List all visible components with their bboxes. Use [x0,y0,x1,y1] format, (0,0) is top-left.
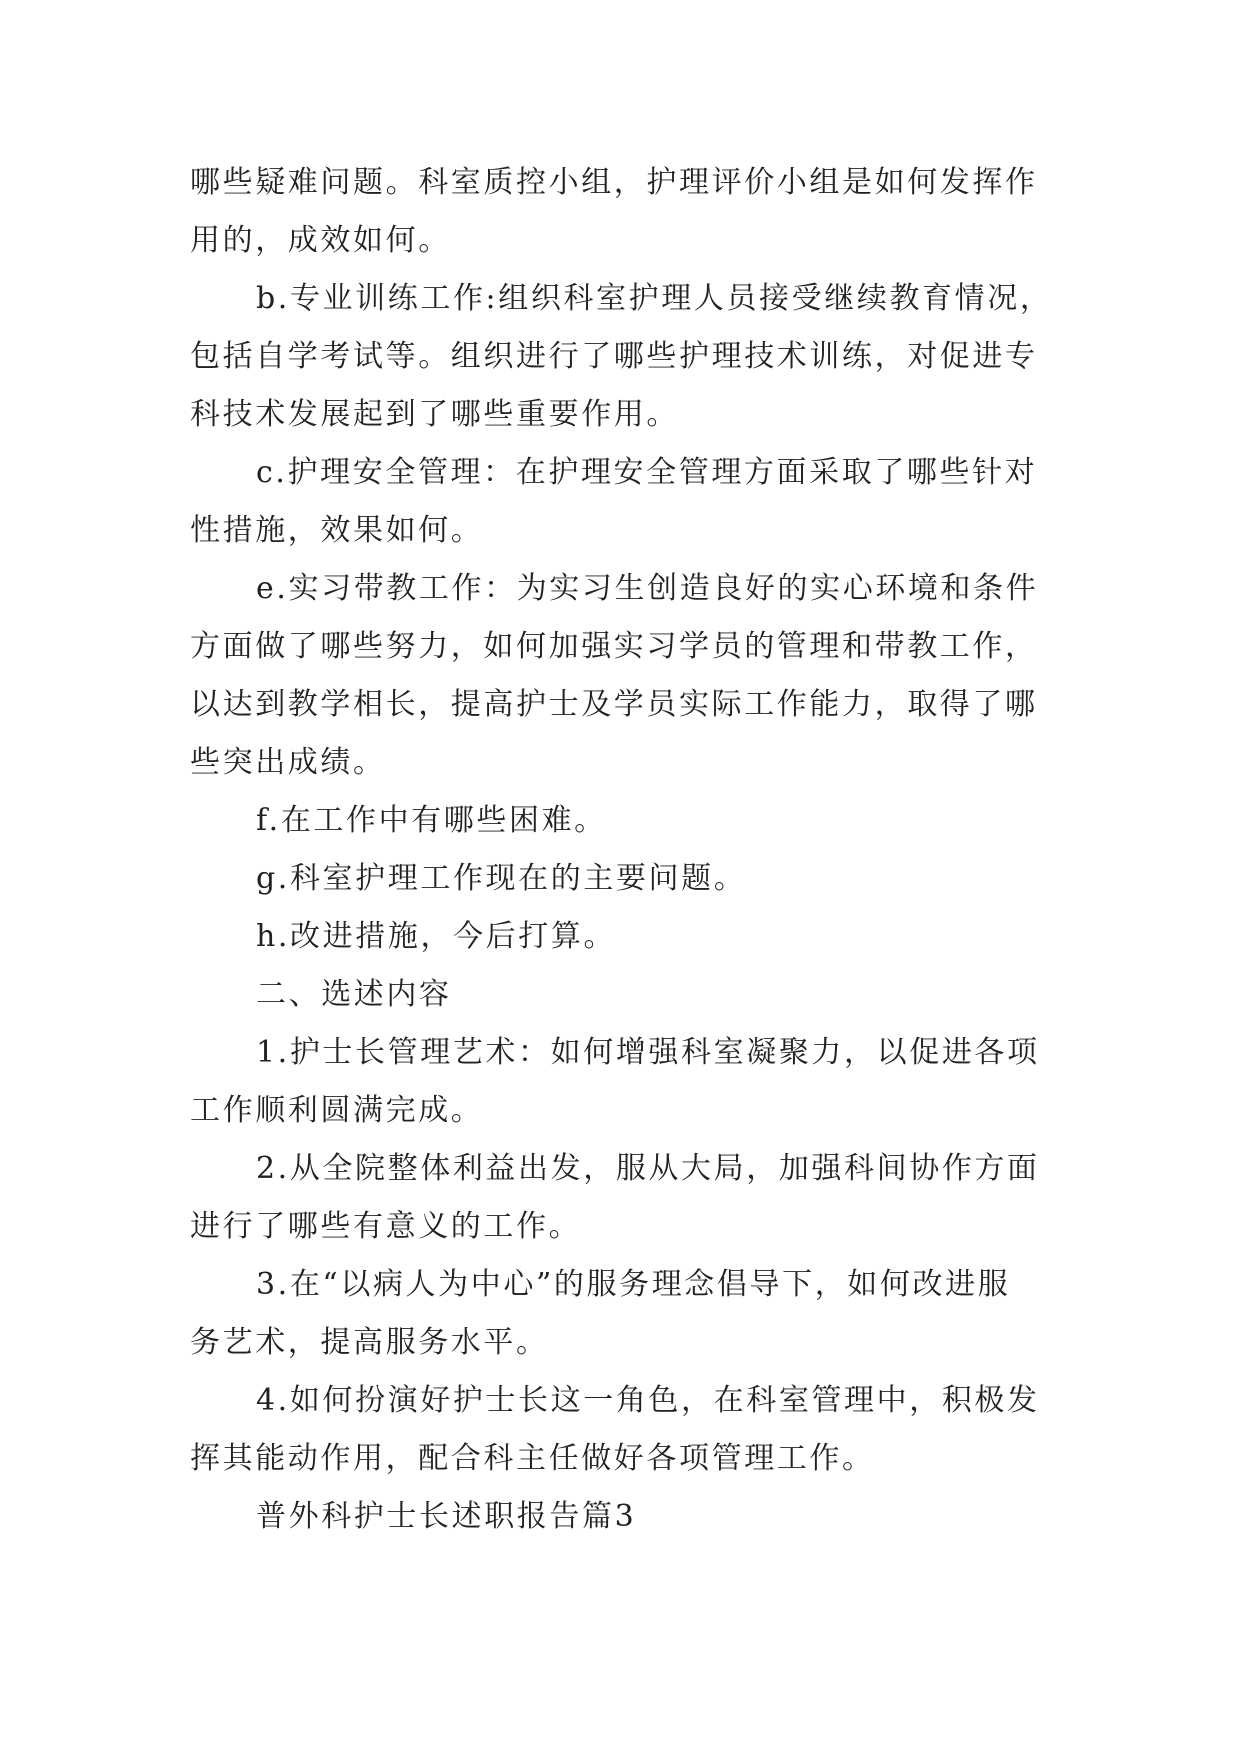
text-line: b.专业训练工作:组织科室护理人员接受继续教育情况， [256,281,1053,316]
text-line: 哪些疑难问题。科室质控小组，护理评价小组是如何发挥作 [190,165,1038,200]
text-line: 以达到教学相长，提高护士及学员实际工作能力，取得了哪 [190,687,1038,722]
text-line: c.护理安全管理：在护理安全管理方面采取了哪些针对 [256,455,1038,490]
text-line: 方面做了哪些努力，如何加强实习学员的管理和带教工作， [190,629,1038,664]
text-line: 3.在“以病人为中心”的服务理念倡导下，如何改进服 [256,1267,1011,1302]
text-line: 些突出成绩。 [190,745,386,780]
text-line: g.科室护理工作现在的主要问题。 [256,861,747,896]
text-line: f.在工作中有哪些困难。 [256,803,607,838]
text-line: 用的，成效如何。 [190,223,451,258]
text-line: 性措施，效果如何。 [190,513,484,548]
text-line: e.实习带教工作：为实习生创造良好的实心环境和条件 [256,571,1039,606]
text-line: 工作顺利圆满完成。 [190,1093,484,1128]
text-line: 包括自学考试等。组织进行了哪些护理技术训练，对促进专 [190,339,1038,374]
text-line: 1.护士长管理艺术：如何增强科室凝聚力，以促进各项 [256,1035,1040,1070]
text-line: 科技术发展起到了哪些重要作用。 [190,397,679,432]
text-line: h.改进措施，今后打算。 [256,919,617,954]
text-line: 务艺术，提高服务水平。 [190,1325,549,1360]
text-line: 挥其能动作用，配合科主任做好各项管理工作。 [190,1441,875,1476]
section-heading: 二、选述内容 [256,977,452,1012]
section-title: 普外科护士长述职报告篇3 [256,1499,637,1534]
text-line: 进行了哪些有意义的工作。 [190,1209,582,1244]
text-line: 4.如何扮演好护士长这一角色，在科室管理中，积极发 [256,1383,1040,1418]
text-line: 2.从全院整体利益出发，服从大局，加强科间协作方面 [256,1151,1040,1186]
